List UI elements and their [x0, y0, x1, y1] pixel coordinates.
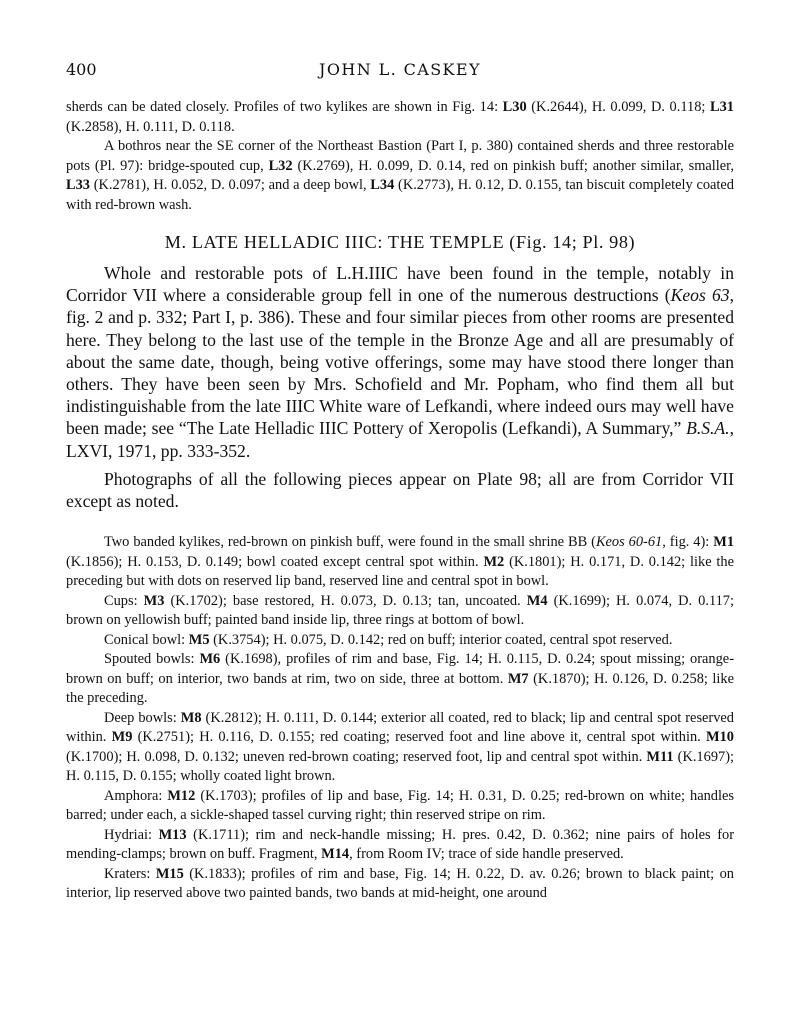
catalogue-number: L34	[370, 177, 395, 193]
catalogue-block	[66, 533, 734, 904]
text-run: (K.1700); H. 0.098, D. 0.132; uneven red-brown coating; reserved foot, lip and central spot within.	[66, 748, 647, 765]
text-run: A bothros near the SE corner of the Northeast Bastion (Part I, p. 380) contained sherds and three restorable pots (Pl. 97): bridge-spouted cup,	[66, 138, 734, 174]
citation: Keos 60-61	[595, 534, 663, 550]
text-run: (K.1833); profiles of rim and base, Fig. 14; H. 0.22, D. av. 0.26; brown to black paint; on interior, lip reserved above two painted bands, two bands at mid-height, one around	[66, 865, 734, 901]
top-paragraph	[66, 98, 734, 137]
catalogue-number: M4	[526, 592, 548, 609]
text-run: (K.1711); rim and neck-handle missing; H. pres. 0.42, D. 0.362; nine pairs of holes for mending-clamps; brown on buff. Fragment,	[66, 826, 734, 862]
text-run: (K.1697); H. 0.115, D. 0.155; wholly coated light brown.	[66, 748, 735, 784]
catalogue-entry	[66, 787, 734, 826]
text-run: Two banded kylikes, red-brown on pinkish buff, were found in the small shrine BB (	[104, 534, 596, 550]
text-run: sherds can be dated closely. Profiles of two kylikes are shown in Fig. 14:	[66, 99, 503, 115]
text-run: Conical bowl:	[104, 631, 189, 648]
catalogue-number: M7	[507, 670, 529, 687]
text-run: , LXVI, 1971, pp. 333-352.	[66, 418, 734, 461]
text-run: (K.2769), H. 0.099, D. 0.14, red on pinkish buff; another similar, smaller,	[292, 157, 734, 174]
text-run: (K.1703); profiles of lip and base, Fig. 14; H. 0.31, D. 0.25; red-brown on white; handles barred; under each, a sickle-shaped tassel curving right; thin reserved stripe on rim.	[66, 787, 734, 823]
text-run: (K.2812); H. 0.111, D. 0.144; exterior all coated, red to black; lip and central spot reserved within.	[66, 709, 735, 745]
catalogue-number: M12	[167, 787, 196, 804]
top-paragraph	[66, 137, 734, 215]
catalogue-entry	[66, 592, 734, 631]
text-run: (K.2751); H. 0.116, D. 0.155; red coating; reserved foot and line above it, central spot within.	[132, 729, 706, 745]
text-run: , fig. 2 and p. 332; Part I, p. 386). These and four similar pieces from other rooms are presented here. They belong to the last use of the temple in the Bronze Age and all are presumably of about the same date, though, being votive offerings, some may have stood there longer than others. They have been seen by Mrs. Schofield and Mr. Popham, who find them all but indistinguishable from the late IIIC White ware of Lefkandi, where indeed ours may well have been made; see “The Late Helladic IIIC Pottery of Xeropolis (Lefkandi), A Summary,”	[66, 285, 734, 439]
catalogue-number: M5	[188, 631, 210, 648]
text-run: (K.1870); H. 0.126, D. 0.258; like the preceding.	[66, 670, 734, 706]
text-run: Kraters:	[104, 865, 156, 882]
text-run: Spouted bowls:	[104, 651, 200, 667]
text-run: (K.3754); H. 0.075, D. 0.142; red on buff; interior coated, central spot reserved.	[209, 631, 673, 648]
intro-paragraph	[66, 468, 734, 512]
catalogue-number: M11	[646, 748, 674, 765]
catalogue-number: L33	[66, 177, 90, 193]
text-run: (K.1856); H. 0.153, D. 0.149; bowl coated except central spot within.	[66, 553, 484, 570]
intro-paragraph	[66, 262, 734, 462]
text-run: Whole and restorable pots of L.H.IIIC have been found in the temple, notably in Corridor VII where a considerable group fell in one of the numerous destructions (	[66, 263, 734, 306]
text-run: (K.1698), profiles of rim and base, Fig. 14; H. 0.115, D. 0.24; spout missing; orange-brown on buff; on interior, two bands at rim, two on side, three at bottom.	[66, 651, 734, 687]
text-run: (K.2773), H. 0.12, D. 0.155, tan biscuit completely coated with red-brown wash.	[66, 177, 734, 213]
catalogue-number: M14	[321, 846, 350, 862]
catalogue-entry	[66, 709, 734, 787]
text-run: (K.2858), H. 0.111, D. 0.118.	[66, 118, 235, 135]
catalogue-number: M3	[143, 592, 165, 609]
catalogue-number: L31	[710, 99, 734, 115]
text-run: Photographs of all the following pieces appear on Plate 98; all are from Corridor VII except as noted.	[66, 468, 734, 512]
text-run: (K.1702); base restored, H. 0.073, D. 0.13; tan, uncoated.	[164, 592, 527, 609]
catalogue-entry	[66, 650, 734, 709]
citation: Keos 63	[670, 285, 730, 306]
top-block	[66, 98, 734, 215]
catalogue-entry	[66, 533, 734, 592]
text-run: (K.2644), H. 0.099, D. 0.118;	[526, 99, 710, 115]
catalogue-number: M9	[111, 729, 133, 745]
catalogue-entry	[66, 631, 734, 651]
catalogue-number: M15	[155, 865, 184, 882]
catalogue-entry	[66, 826, 734, 865]
catalogue-number: L32	[268, 157, 293, 174]
catalogue-number: L30	[502, 99, 527, 115]
text-run: , from Room IV; trace of side handle preserved.	[349, 846, 624, 862]
citation: B.S.A.	[686, 418, 730, 439]
catalogue-entry	[66, 865, 734, 904]
catalogue-number: M13	[158, 826, 187, 843]
text-run: Cups:	[104, 592, 144, 609]
catalogue-number: M1	[713, 534, 735, 550]
text-run: Amphora:	[104, 787, 168, 804]
section-title: M. LATE HELLADIC IIIC: THE TEMPLE (Fig. 14; Pl. 98)	[164, 232, 636, 252]
catalogue-number: M8	[180, 709, 202, 726]
page-number: 400	[66, 60, 97, 79]
intro-block	[66, 262, 734, 512]
catalogue-number: M6	[199, 651, 221, 667]
catalogue-number: M2	[483, 553, 505, 570]
page-header	[66, 60, 734, 82]
text-run: Hydriai:	[104, 826, 159, 843]
running-head: JOHN L. CASKEY	[319, 60, 481, 79]
text-run: (K.1801); H. 0.171, D. 0.142; like the preceding but with dots on reserved lip band, reserved line and central spot in bowl.	[66, 553, 735, 589]
text-run: (K.1699); H. 0.074, D. 0.117; brown on yellowish buff; painted band inside lip, three rings at bottom of bowl.	[66, 592, 734, 628]
text-run: Deep bowls:	[104, 709, 181, 726]
catalogue-number: M10	[706, 729, 734, 745]
text-run: (K.2781), H. 0.052, D. 0.097; and a deep bowl,	[90, 177, 371, 193]
text-run: , fig. 4):	[662, 534, 714, 550]
